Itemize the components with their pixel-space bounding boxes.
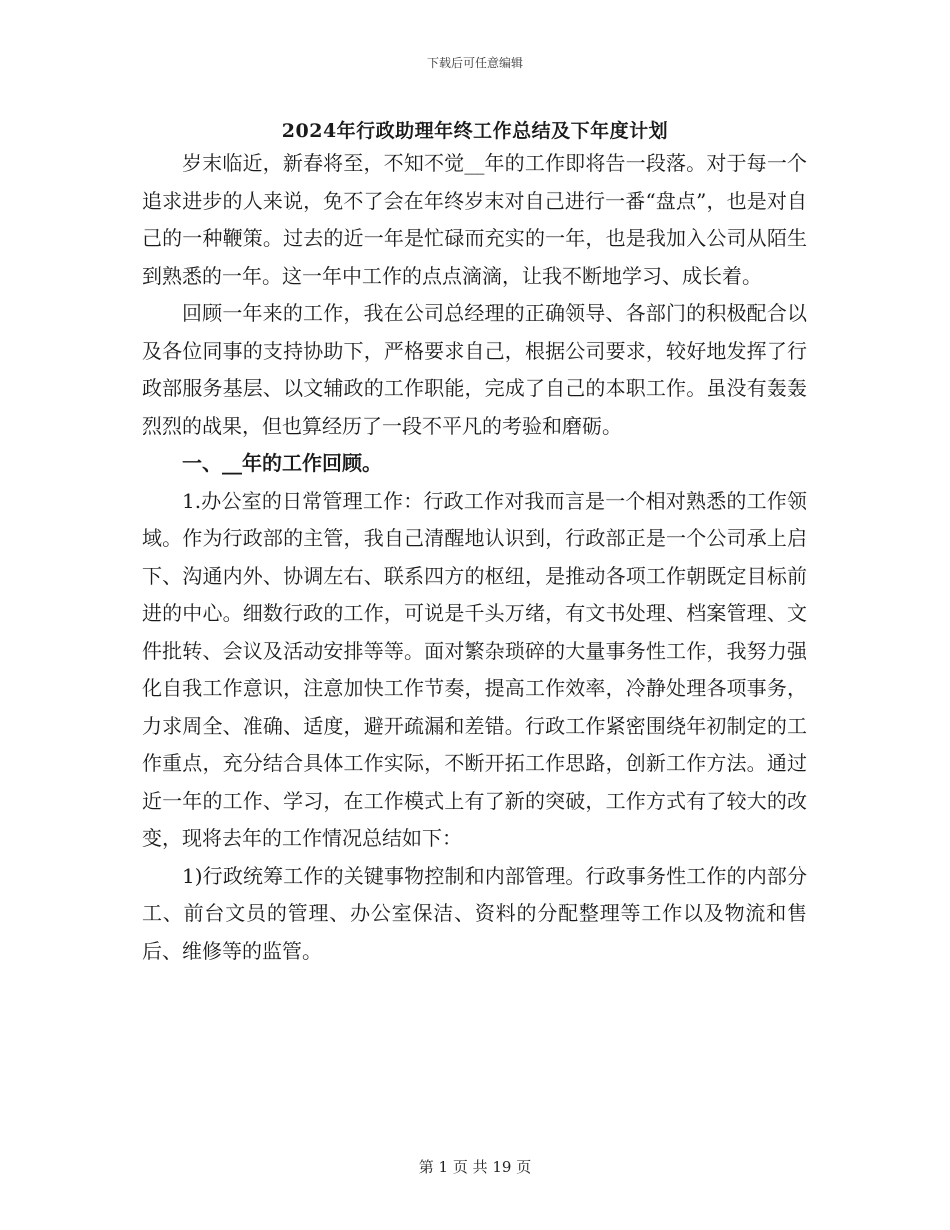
document-body	[142, 145, 807, 970]
paragraph-review: 回顾一年来的工作，我在公司总经理的正确领导、各部门的积极配合以及各位同事的支持协助下，严格要求自己，根据公司要求，较好地发挥了行政部服务基层、以文辅政的工作职能，完成了自己的本职工作。虽没有轰轰烈烈的战果，但也算经历了一段不平凡的考验和磨砺。	[142, 301, 807, 438]
paragraph-coordination: 1)行政统筹工作的关键事物控制和内部管理。行政事务性工作的内部分工、前台文员的管理、办公室保洁、资料的分配整理等工作以及物流和售后、维修等的监管。	[142, 863, 807, 963]
page-header-note: 下载后可任意编辑	[426, 56, 523, 70]
document-title: 2024年行政助理年终工作总结及下年度计划	[281, 120, 669, 142]
paragraph-intro: 岁末临近，新春将至，不知不觉__年的工作即将告一段落。对于每一个追求进步的人来说，免不了会在年终岁末对自己进行一番“盘点”，也是对自己的一种鞭策。过去的近一年是忙碌而充实的一年，也是我加入公司从陌生到熟悉的一年。这一年中工作的点点滴滴，让我不断地学习、成长着。	[142, 151, 807, 288]
paragraph-office-management: 1.办公室的日常管理工作：行政工作对我而言是一个相对熟悉的工作领域。作为行政部的主管，我自己清醒地认识到，行政部正是一个公司承上启下、沟通内外、协调左右、联系四方的枢纽，是推动各项工作朝既定目标前进的中心。细数行政的工作，可说是千头万绪，有文书处理、档案管理、文件批转、会议及活动安排等等。面对繁杂琐碎的大量事务性工作，我努力强化自我工作意识，注意加快工作节奏，提高工作效率，冷静处理各项事务，力求周全、准确、适度，避开疏漏和差错。行政工作紧密围绕年初制定的工作重点，充分结合具体工作实际，不断开拓工作思路，创新工作方法。通过近一年的工作、学习，在工作模式上有了新的突破，工作方式有了较大的改变，现将去年的工作情况总结如下：	[142, 488, 807, 850]
section-heading: 一、__年的工作回顾。	[182, 451, 382, 475]
page-number: 第 1 页 共 19 页	[418, 1158, 532, 1176]
